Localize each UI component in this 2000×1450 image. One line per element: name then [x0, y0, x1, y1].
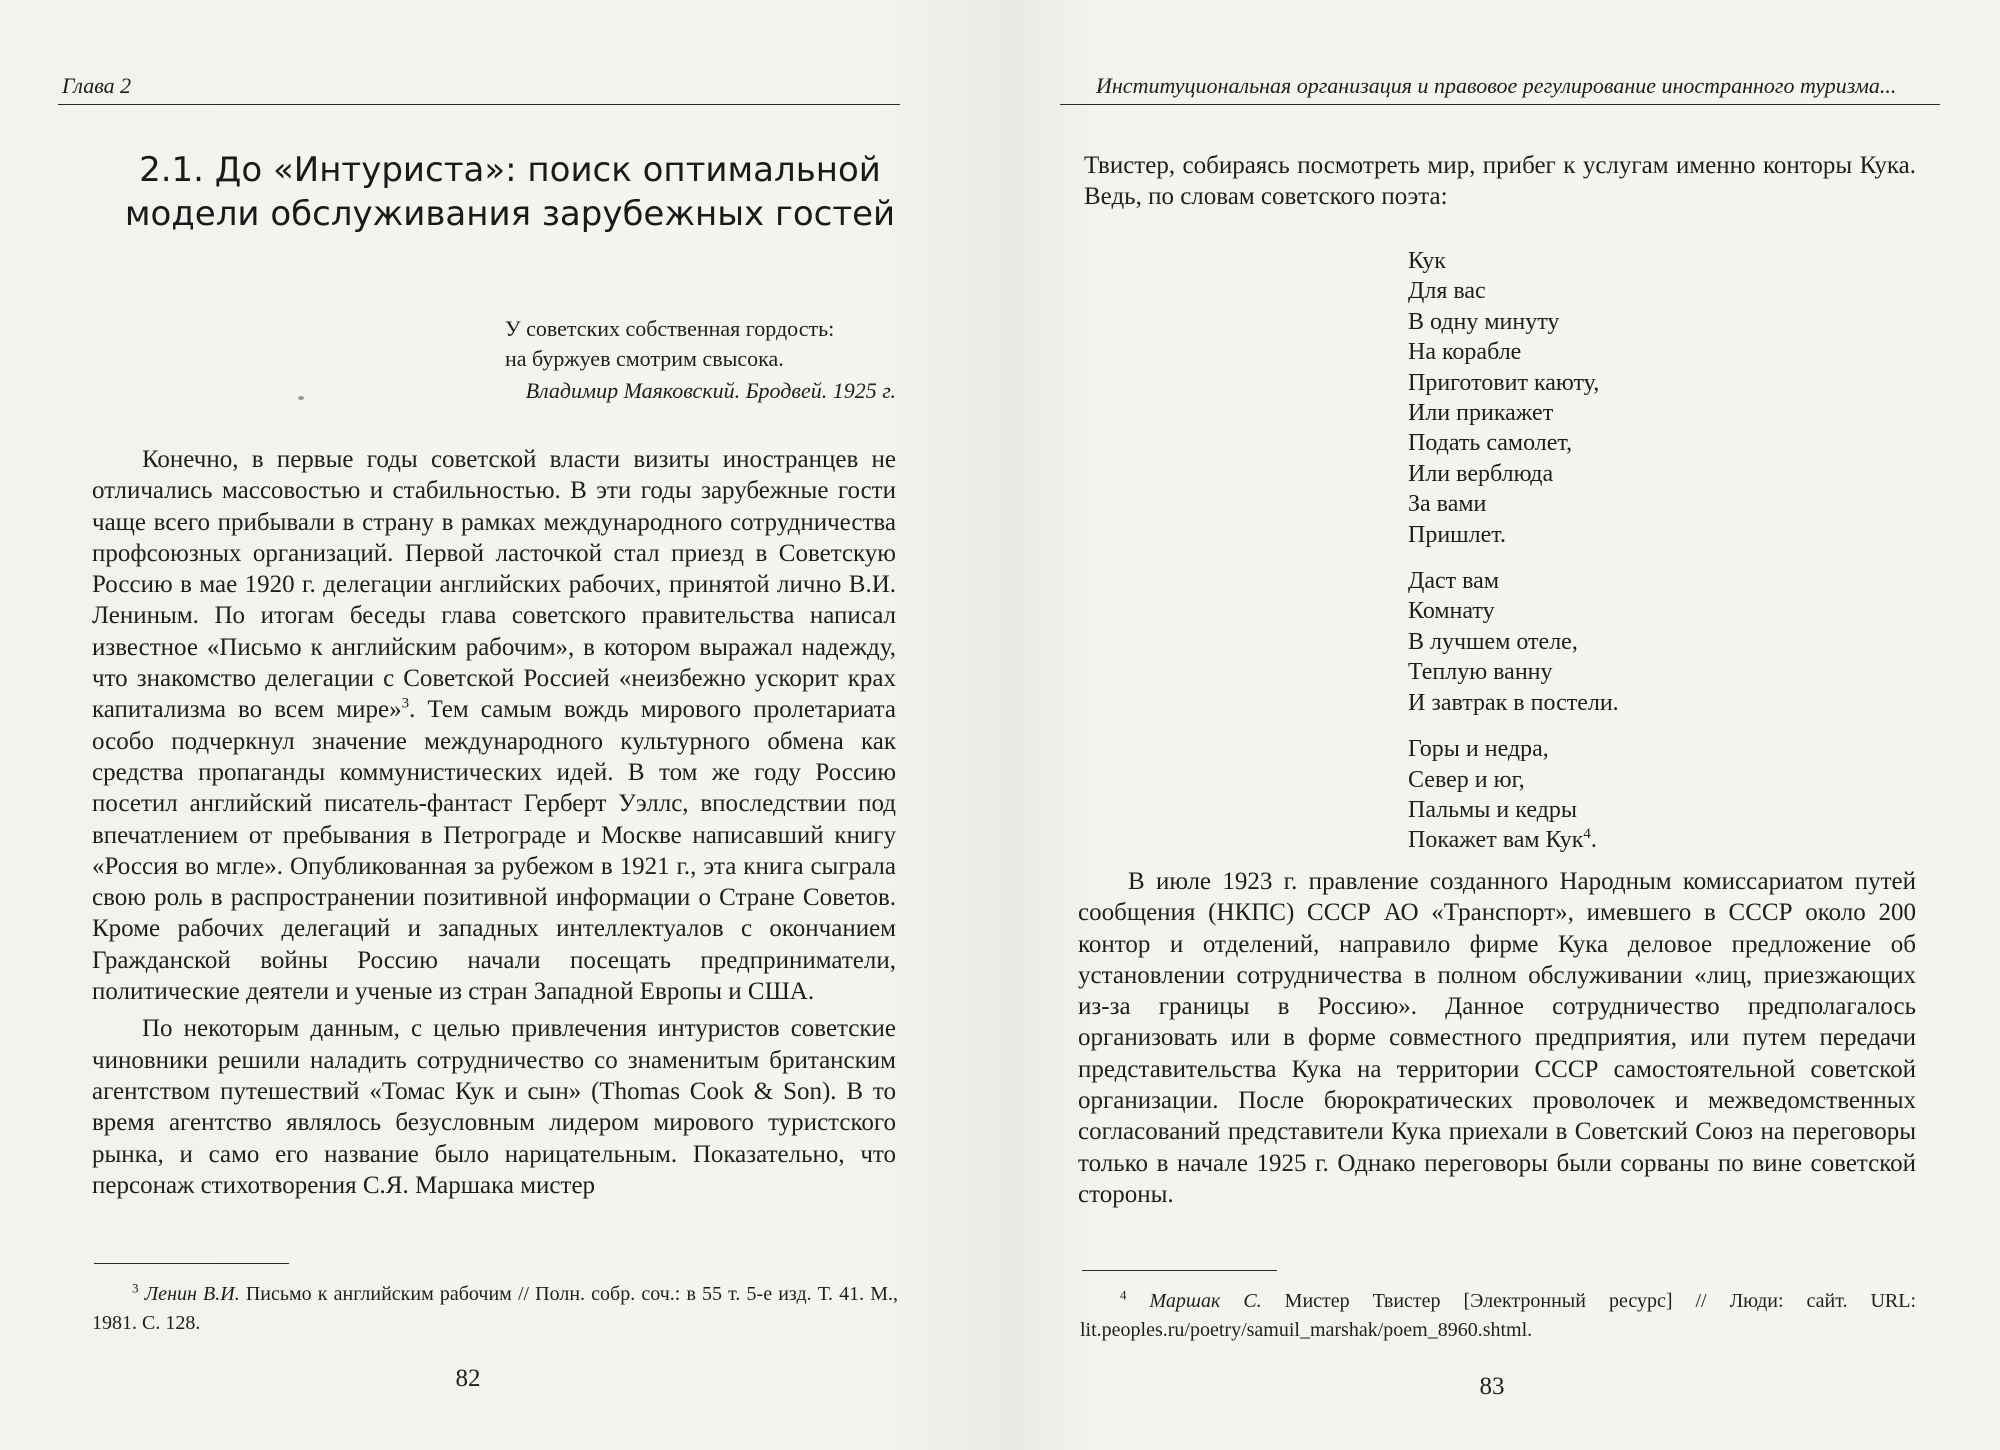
- footnote-ref-4[interactable]: 4: [1583, 826, 1591, 843]
- epigraph-line: У советских собственная гордость:: [505, 316, 835, 341]
- header-rule-right: [1060, 104, 1940, 105]
- footnote-text: Мистер Твистер [Электронный ресурс] // Люди: сайт. URL: lit.peoples.ru/poetry/samuil_marshak/poem_8960.shtml.: [1080, 1290, 1917, 1341]
- paragraph: В июле 1923 г. правление созданного Народным комиссариатом путей сообщения (НКПС) СССР АО «Транспорт», имевшего в СССР около 200 контор и отделений, направило фирме Кука деловое предложение об установлении сотрудничества в полном обслуживании «лиц, приезжающих из-за границы в Россию». Данное сотрудничество предполагалось организовать или в форме совместного предприятия, или путем передачи представительства Кука на территории СССР самостоятельной советской организации. После бюрократических проволочек и межведомственных согласований представители Кука приехали в Советский Союз на переговоры только в начале 1925 г. Однако переговоры были сорваны по вине советской стороны.: [1078, 868, 1916, 1208]
- verse-line: В лучшем отеле,: [1408, 628, 1578, 655]
- footnote-number: 4: [1120, 1287, 1127, 1303]
- verse-line: [1408, 825, 1728, 855]
- running-head-left: Глава 2: [62, 73, 132, 98]
- footnote-author: Маршак С.: [1149, 1290, 1262, 1312]
- verse-line: Комнату: [1408, 598, 1495, 625]
- verse-line: Подать самолет,: [1408, 430, 1573, 457]
- footnote-ref-3[interactable]: 3: [401, 696, 410, 713]
- epigraph-line: на буржуев смотрим свысока.: [505, 346, 784, 371]
- print-speck: [298, 396, 304, 400]
- footnote-3: [92, 1280, 898, 1338]
- footnote-text: Письмо к английским рабочим // Полн. собр. соч.: в 55 т. 5-е изд. Т. 41. М., 1981. С. 128.: [92, 1283, 899, 1334]
- verse-line: И завтрак в постели.: [1408, 689, 1619, 716]
- verse-line: Пришлет.: [1408, 521, 1506, 548]
- poem-stanza: [1408, 246, 1728, 550]
- epigraph-author: Владимир Маяковский. Бродвей. 1925 г.: [525, 378, 896, 403]
- verse-line: Или верблюда: [1408, 460, 1554, 487]
- section-title: 2.1. До «Интуриста»: поиск оптимальной модели обслуживания зарубежных гостей: [124, 150, 896, 234]
- verse-line: Горы и недра,: [1408, 736, 1549, 763]
- footnote-author: Ленин В.И.: [144, 1283, 240, 1305]
- verse-line: Теплую ванну: [1408, 659, 1553, 686]
- verse-line: Даст вам: [1408, 568, 1500, 595]
- verse-line: На корабле: [1408, 339, 1522, 366]
- verse-line: Север и юг,: [1408, 766, 1525, 793]
- epigraph: [505, 314, 895, 374]
- left-body-text: [92, 444, 896, 1201]
- right-body-text: [1078, 866, 1916, 1210]
- poem-stanza: [1408, 734, 1728, 856]
- verse-text: Покажет вам Кук: [1408, 827, 1584, 854]
- verse-line: Или прикажет: [1408, 400, 1554, 427]
- paragraph: По некоторым данным, с целью привлечения интуристов советские чиновники решили наладить сотрудничество со знаменитым британским агентством путешествий «Томас Кук и сын» (Thomas Cook & Son). В то время агентство являлось безусловным лидером мирового туристского рынка, и само его название было нарицательным. Показательно, что персонаж стихотворения С.Я. Маршака мистер: [92, 1015, 896, 1199]
- page-number-left: 82: [455, 1365, 481, 1392]
- footnote-ref-punct: .: [1590, 827, 1597, 854]
- verse-line: Приготовит каюту,: [1408, 369, 1600, 396]
- running-head-right: Институциональная организация и правовое регулирование иностранного туризма...: [1096, 73, 1897, 98]
- paragraph: Тем самым вождь мирового пролетариата особо подчеркнул значение международного культурного обмена как средства пропаганды коммунистических идей. В том же году Россию посетил английский писатель-фантаст Герберт Уэллс, впоследствии под впечатлением от пребывания в Петрограде и Москве написавший книгу «Россия во мгле». Опубликованная за рубежом в 1921 г., эта книга сыграла свою роль в распространении позитивной информации о Стране Советов. Кроме рабочих делегаций и западных интеллектуалов с окончанием Гражданской войны Россию начали посещать предприниматели, политические деятели и ученые из стран Западной Европы и США.: [92, 696, 896, 1006]
- header-rule-left: [58, 104, 900, 105]
- verse-line: Кук: [1408, 248, 1446, 274]
- paragraph: Твистер, собираясь посмотреть мир, прибег к услугам именно конторы Кука. Ведь, по словам советского поэта:: [1084, 152, 1916, 211]
- footnote-ref-punct: .: [409, 696, 416, 724]
- paragraph: Конечно, в первые годы советской власти визиты иностранцев не отличались массовостью и стабильностью. В эти годы зарубежные гости чаще всего прибывали в страну в рамках международного сотрудничества профсоюзных организаций. Первой ласточкой стал приезд в Советскую Россию в мае 1920 г. делегации английских рабочих, принятой лично В.И. Лениным. По итогам беседы глава советского правительства написал известное «Письмо к английским рабочим», в котором выражал надежду, что знакомство делегации с Советской Россией «неизбежно ускорит крах капитализма во всем мире»: [92, 446, 896, 724]
- verse-line: Для вас: [1408, 278, 1486, 305]
- poem: [1408, 246, 1728, 856]
- poem-stanza: [1408, 566, 1728, 718]
- verse-line: За вами: [1408, 491, 1487, 518]
- right-intro-text: [1084, 150, 1916, 213]
- footnote-rule-left: [94, 1263, 289, 1264]
- verse-line: Пальмы и кедры: [1408, 796, 1578, 823]
- page-number-right: 83: [1479, 1373, 1505, 1400]
- verse-line: В одну минуту: [1408, 308, 1560, 335]
- footnote-4: [1080, 1287, 1916, 1345]
- footnote-rule-right: [1082, 1270, 1277, 1271]
- footnote-number: 3: [132, 1280, 139, 1296]
